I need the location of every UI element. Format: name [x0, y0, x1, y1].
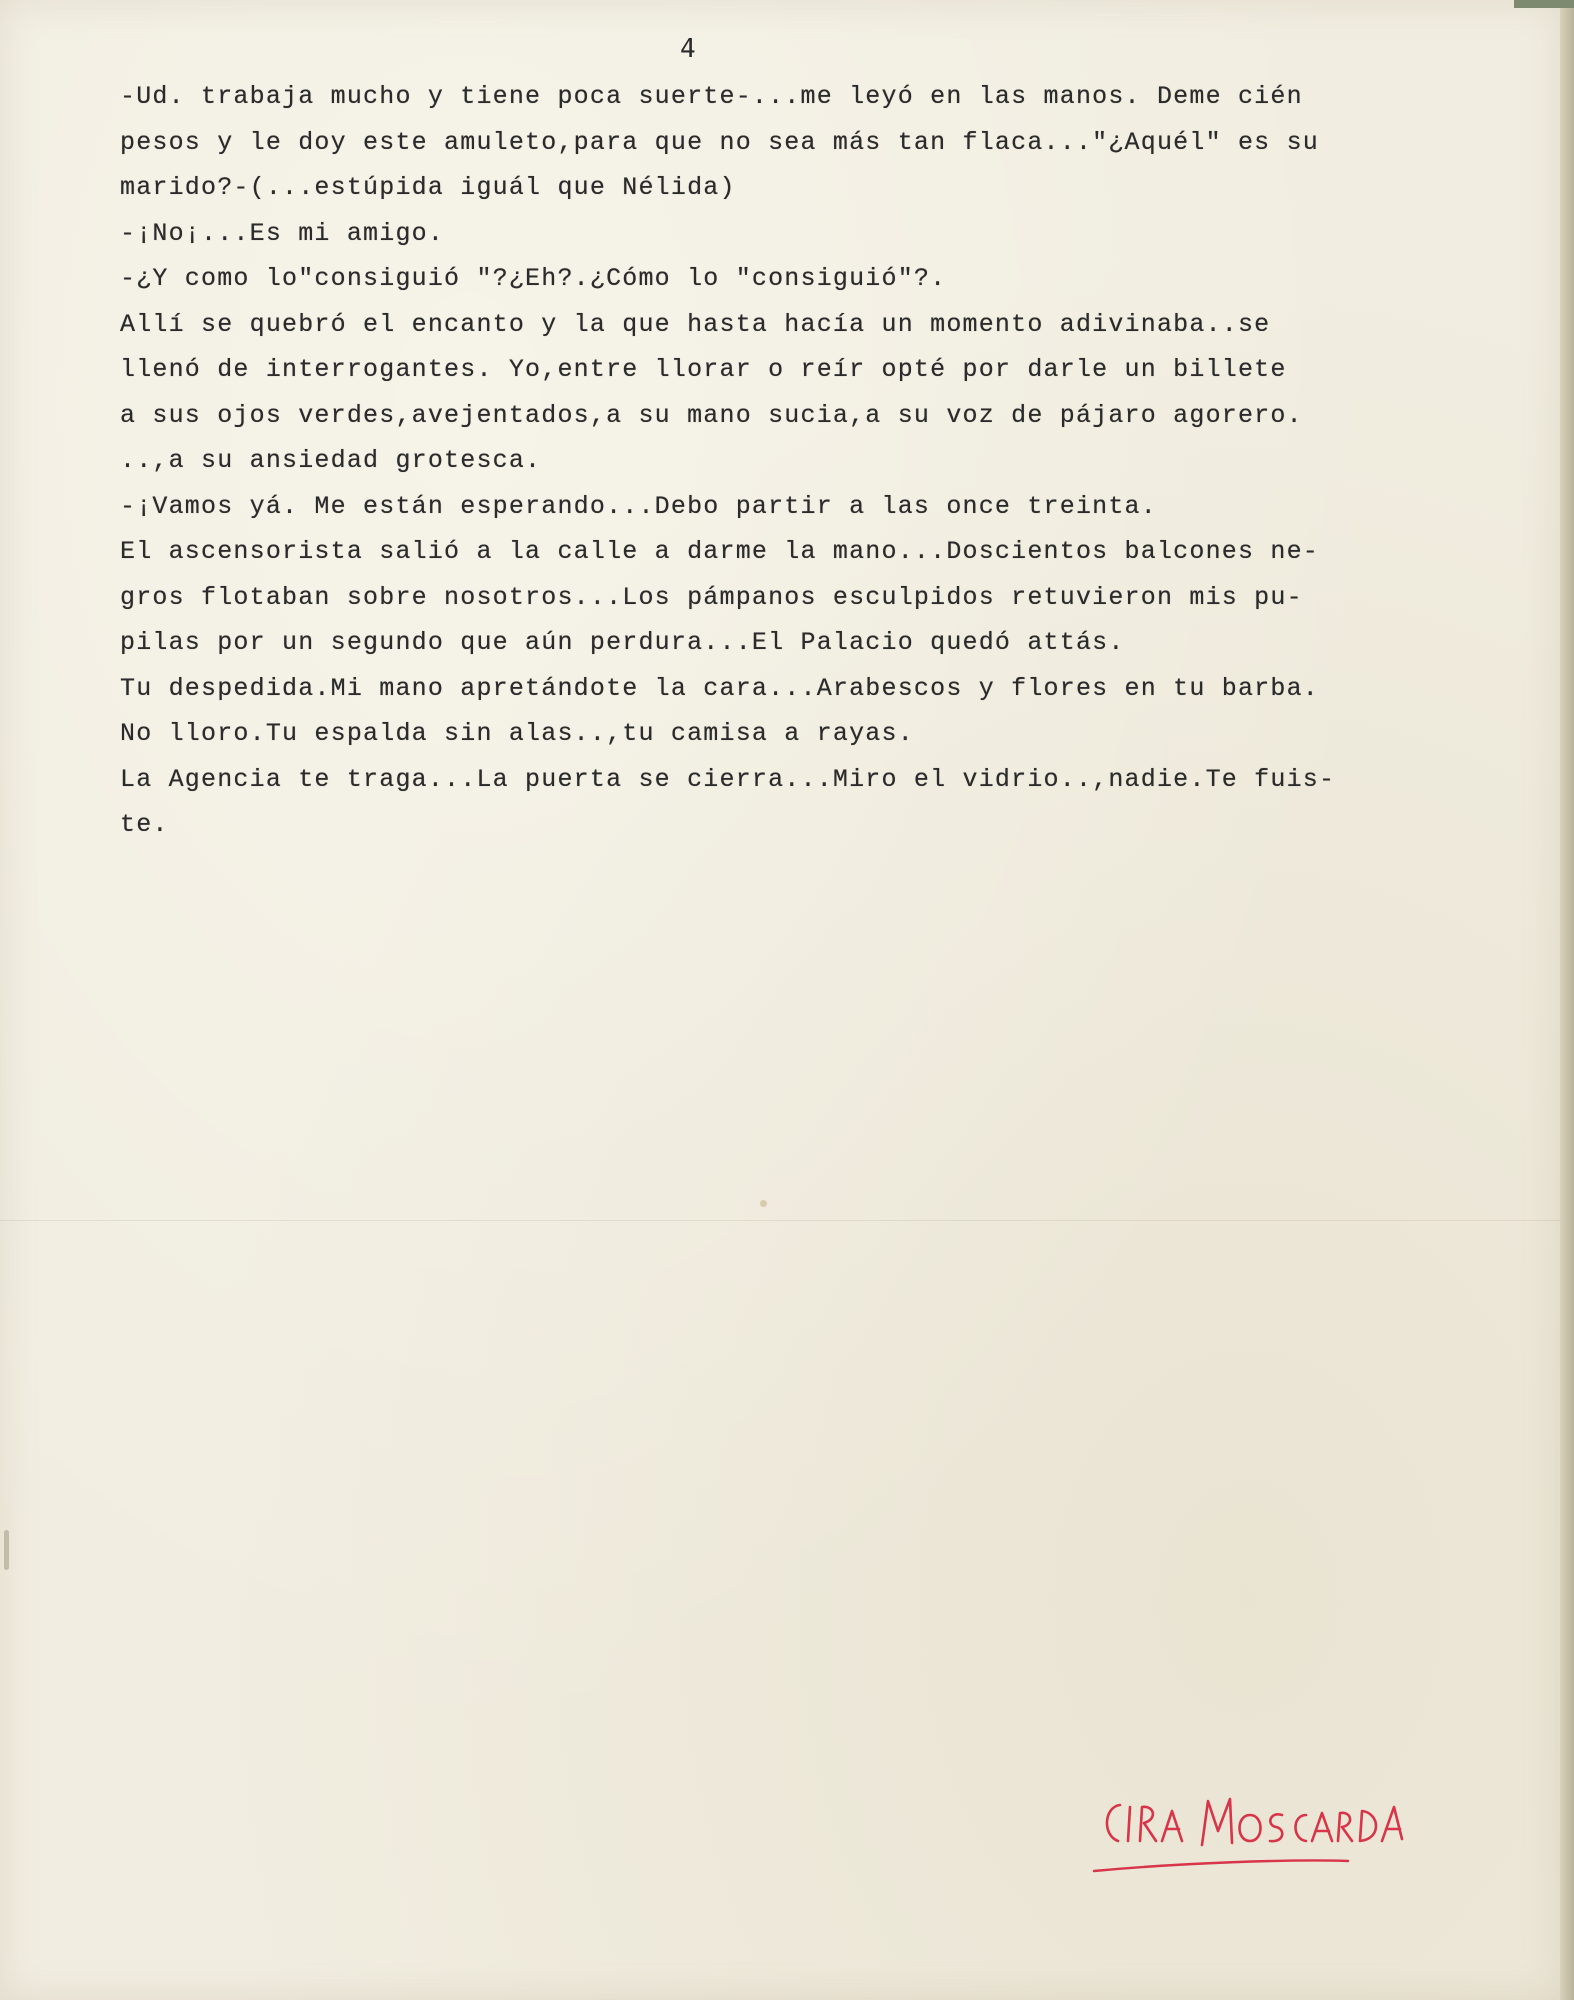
page-number: 4 — [680, 34, 696, 64]
paper-fold — [0, 1220, 1560, 1221]
text-line: Tu despedida.Mi mano apretándote la cara...Arabescos y flores en tu barba. — [120, 673, 1319, 703]
text-line: -¿Y como lo"consiguió "?¿Eh?.¿Cómo lo "consiguió"?. — [120, 264, 947, 293]
text-line: te. — [120, 810, 169, 839]
text-line: No lloro.Tu espalda sin alas..,tu camisa a rayas. — [120, 719, 914, 748]
text-line: Allí se quebró el encanto y la que hasta hacía un momento adivinaba..se — [120, 309, 1271, 339]
text-line: El ascensorista salió a la calle a darme la mano...Doscientos balcones ne- — [120, 537, 1319, 566]
text-line: pesos y le doy este amuleto,para que no sea más tan flaca..."¿Aquél" es su — [120, 127, 1319, 157]
handwritten-signature — [1090, 1785, 1430, 1885]
typed-body — [120, 74, 1550, 848]
text-line: -Ud. trabaja mucho y tiene poca suerte-...me leyó en las manos. Deme cién — [120, 82, 1303, 111]
text-line: gros flotaban sobre nosotros...Los pámpanos esculpidos retuvieron mis pu- — [120, 582, 1303, 612]
paper-edge — [1560, 0, 1574, 2000]
text-line: -¡No¡...Es mi amigo. — [120, 218, 445, 248]
paper-stain — [4, 1530, 9, 1570]
text-line: llenó de interrogantes. Yo,entre llorar o reír opté por darle un billete — [120, 355, 1287, 384]
text-line: La Agencia te traga...La puerta se cierra...Miro el vidrio..,nadie.Te fuis- — [120, 764, 1336, 794]
text-line: -¡Vamos yá. Me están esperando...Debo partir a las once treinta. — [120, 491, 1157, 521]
text-line: marido?-(...estúpida iguál que Nélida) — [120, 173, 736, 202]
text-line: ..,a su ansiedad grotesca. — [120, 446, 542, 475]
backing-corner — [1514, 0, 1574, 8]
paper-stain — [760, 1200, 767, 1207]
text-line: pilas por un segundo que aún perdura...El Palacio quedó attás. — [120, 628, 1125, 657]
text-line: a sus ojos verdes,avejentados,a su mano sucia,a su voz de pájaro agorero. — [120, 400, 1303, 430]
